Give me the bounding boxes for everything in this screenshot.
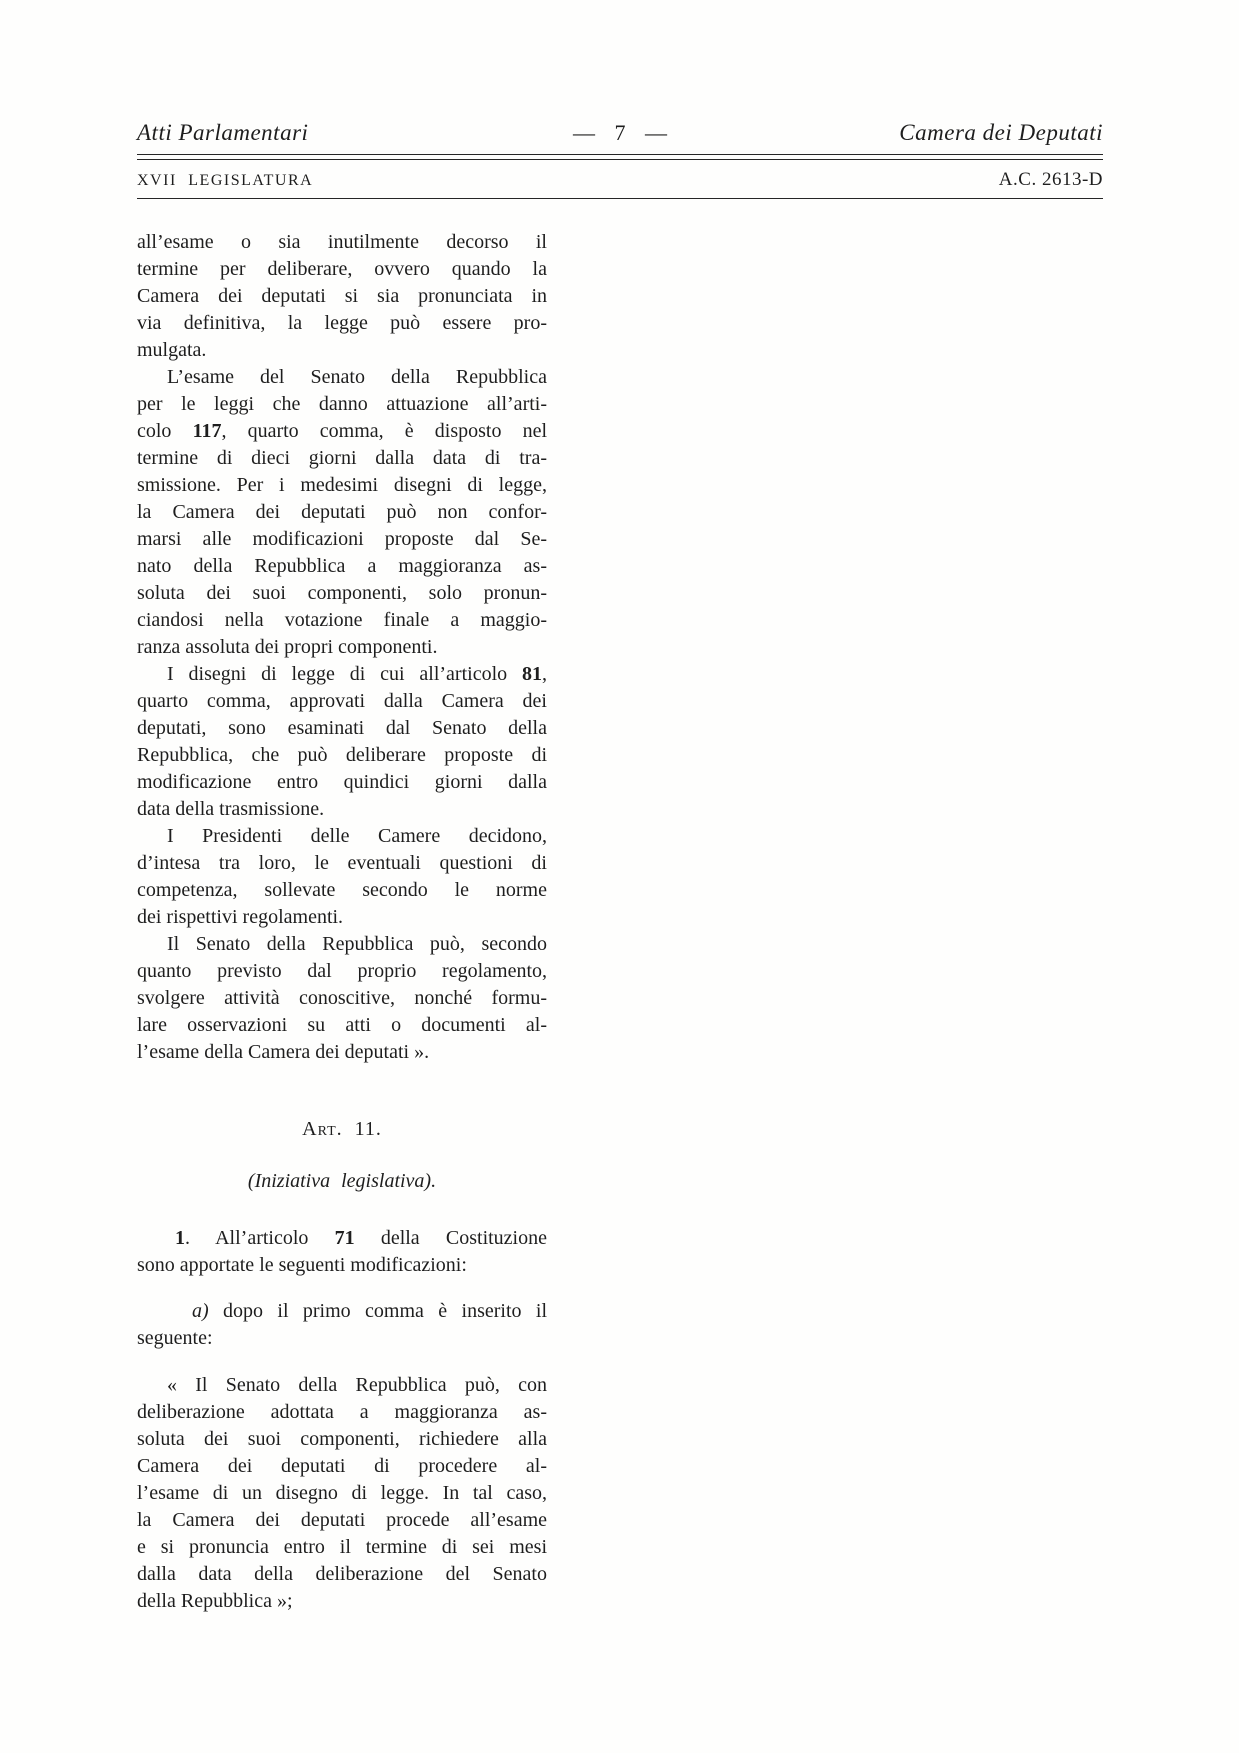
text-line: L’esame del Senato della Repubblica (167, 366, 547, 388)
running-head (137, 120, 1103, 154)
text-line: ciandosi nella votazione finale a maggio- (137, 609, 547, 631)
page-number: — 7 — (573, 120, 667, 145)
text-line: la Camera dei deputati può non confor- (137, 501, 547, 523)
paragraph (137, 661, 547, 823)
text-line: modificazione entro quindici giorni dalla (137, 771, 547, 793)
text-line: competenza, sollevate secondo le norme (137, 879, 547, 901)
body-text-before-heading (137, 229, 547, 1066)
text-line: via definitiva, la legge può essere pro- (137, 312, 547, 334)
paragraph (137, 1298, 547, 1352)
paragraph (137, 823, 547, 931)
text-line: la Camera dei deputati procede all’esame (137, 1509, 547, 1531)
body-text-after-heading (137, 1225, 547, 1615)
text-line: all’esame o sia inutilmente decorso il (137, 231, 547, 253)
text-line: data della trasmissione. (137, 798, 325, 820)
journal-title-right: Camera dei Deputati (899, 120, 1103, 145)
text-line: d’intesa tra loro, le eventuali questioni di (137, 852, 547, 874)
text-line: ranza assoluta dei propri componenti. (137, 636, 438, 658)
text-line: lare osservazioni su atti o documenti al- (137, 1014, 547, 1036)
article-subtitle: (Iniziativa legislativa). (247, 1170, 437, 1192)
text-line: soluta dei suoi componenti, solo pronun- (137, 582, 547, 604)
text-line: soluta dei suoi componenti, richiedere alla (137, 1428, 547, 1450)
text-line: Camera dei deputati si sia pronunciata in (137, 285, 547, 307)
text-line: mulgata. (137, 339, 207, 361)
paragraph (137, 364, 547, 661)
text-line: deputati, sono esaminati dal Senato della (137, 717, 547, 739)
text-line: smissione. Per i medesimi disegni di legge, (137, 474, 547, 496)
text-line: quanto previsto dal proprio regolamento, (137, 960, 547, 982)
text-line: colo 117, quarto comma, è disposto nel (137, 420, 548, 442)
text-line: svolgere attività conoscitive, nonché formu- (137, 987, 547, 1009)
text-line: dei rispettivi regolamenti. (137, 906, 344, 928)
header-subrow (137, 160, 1103, 198)
text-line: nato della Repubblica a maggioranza as- (137, 555, 547, 577)
paragraph (137, 1225, 547, 1279)
page-header (137, 120, 1103, 199)
single-rule (137, 198, 1103, 199)
journal-title-left: Atti Parlamentari (137, 120, 309, 145)
paragraph (137, 229, 547, 364)
text-line: l’esame della Camera dei deputati ». (137, 1041, 430, 1063)
text-line: per le leggi che danno attuazione all’arti- (137, 393, 547, 415)
text-line: Il Senato della Repubblica può, secondo (167, 933, 547, 955)
text-line: I disegni di legge di cui all’articolo 81, (167, 663, 547, 685)
text-line: l’esame di un disegno di legge. In tal caso, (137, 1482, 547, 1504)
text-line: seguente: (137, 1327, 213, 1349)
paragraph (137, 1372, 547, 1615)
text-line: sono apportate le seguenti modificazioni: (137, 1254, 467, 1276)
paragraph (137, 931, 547, 1066)
text-line: « Il Senato della Repubblica può, con (167, 1374, 547, 1396)
text-line: quarto comma, approvati dalla Camera dei (137, 690, 547, 712)
legislature-label: XVII LEGISLATURA (137, 172, 314, 189)
text-line: e si pronuncia entro il termine di sei mesi (137, 1536, 547, 1558)
text-line: I Presidenti delle Camere decidono, (167, 825, 547, 847)
text-line: deliberazione adottata a maggioranza as- (137, 1401, 547, 1423)
text-column (137, 229, 547, 1615)
text-line: Camera dei deputati di procedere al- (137, 1455, 547, 1477)
text-line: termine per deliberare, ovvero quando la (137, 258, 547, 280)
text-line: Repubblica, che può deliberare proposte di (137, 744, 547, 766)
text-line: dalla data della deliberazione del Senato (137, 1563, 547, 1585)
text-line: della Repubblica »; (137, 1590, 293, 1612)
act-number: A.C. 2613-D (998, 169, 1103, 190)
text-line: termine di dieci giorni dalla data di tra- (137, 447, 547, 469)
article-heading: Art. 11. (302, 1118, 382, 1140)
text-line: a) dopo il primo comma è inserito il (192, 1300, 547, 1322)
text-line: 1. All’articolo 71 della Costituzione (175, 1227, 547, 1249)
text-line: marsi alle modificazioni proposte dal Se- (137, 528, 547, 550)
